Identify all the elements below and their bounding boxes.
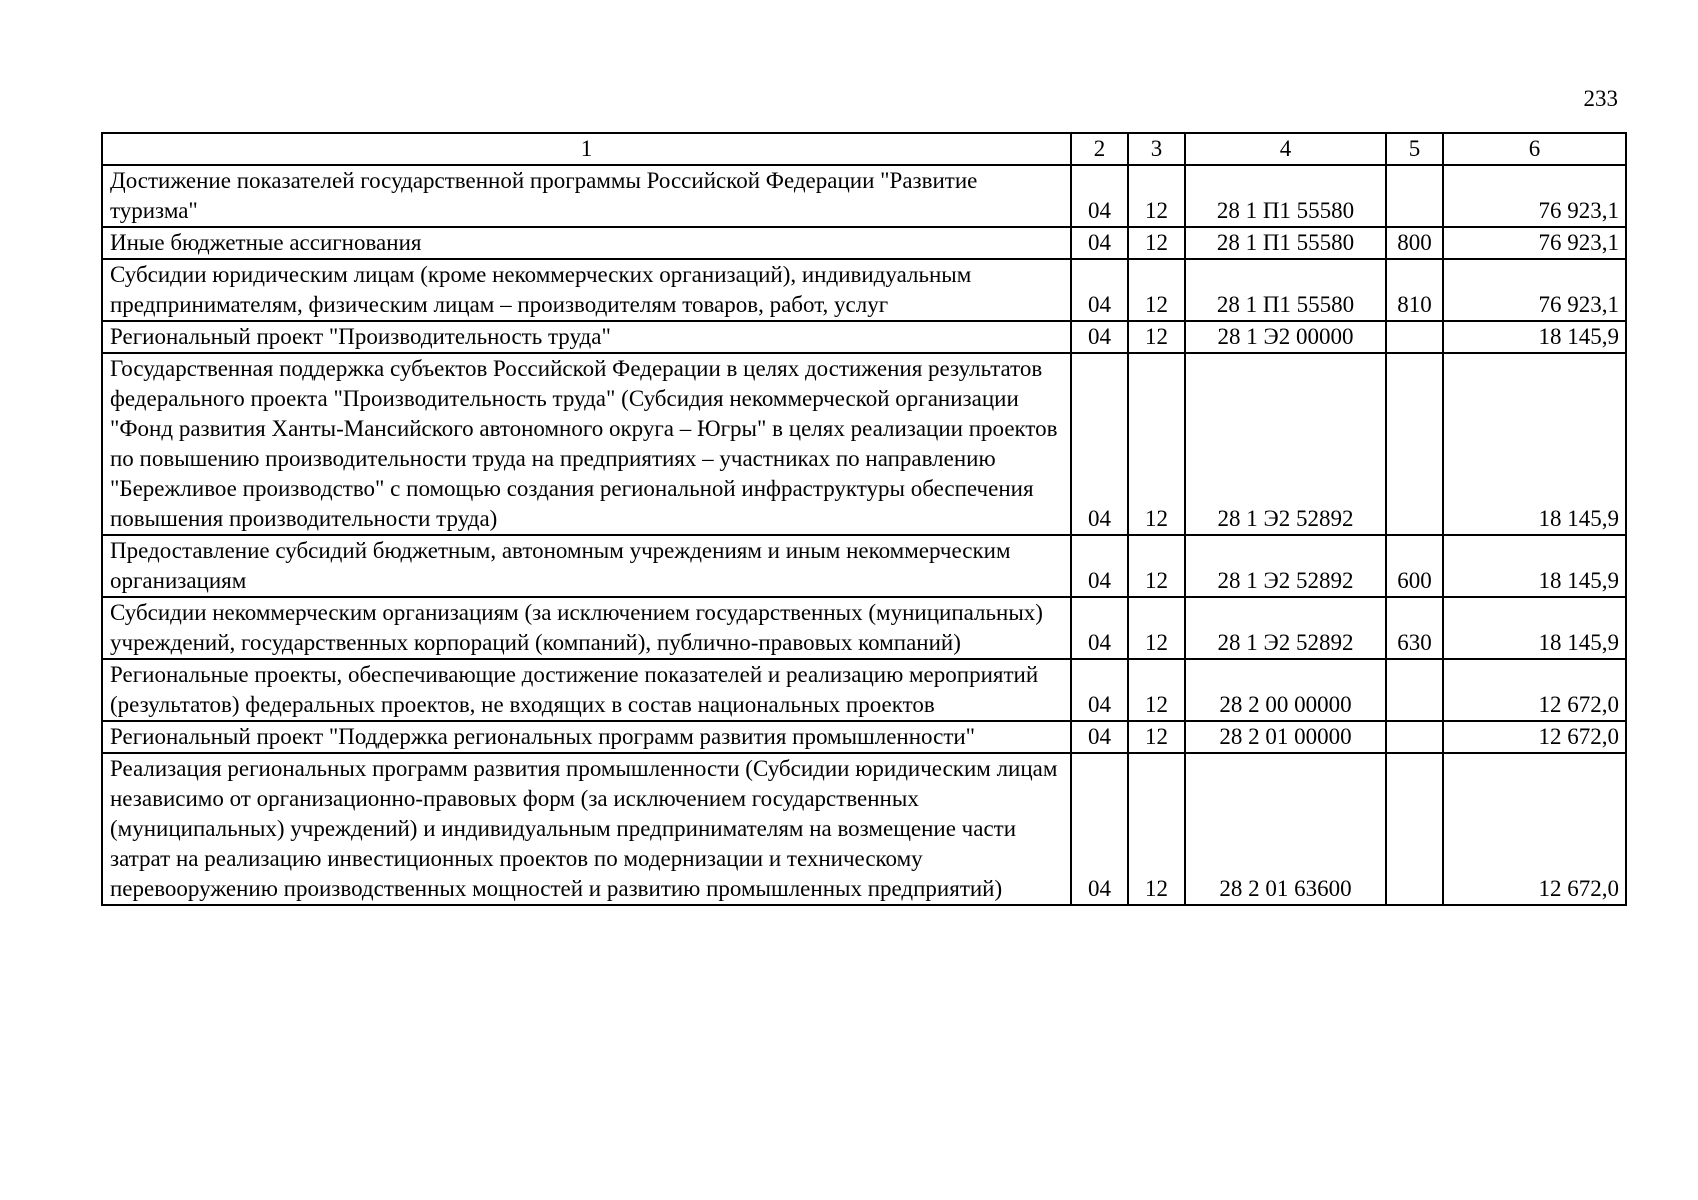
row-expense-type-cell [1386,721,1443,753]
row-section-cell: 04 [1071,259,1128,321]
table-row [102,353,1626,535]
row-amount-cell: 76 923,1 [1443,259,1626,321]
row-target-article-cell: 28 2 01 63600 [1185,753,1386,905]
row-section-cell: 04 [1071,753,1128,905]
row-amount-cell: 12 672,0 [1443,721,1626,753]
row-amount-cell: 18 145,9 [1443,353,1626,535]
row-section-cell: 04 [1071,353,1128,535]
row-subsection-cell: 12 [1128,535,1185,597]
row-amount-cell: 18 145,9 [1443,321,1626,353]
row-subsection-cell: 12 [1128,753,1185,905]
row-expense-type-cell [1386,353,1443,535]
budget-table [101,132,1627,906]
row-subsection-cell: 12 [1128,353,1185,535]
row-section-cell: 04 [1071,597,1128,659]
row-expense-type-cell [1386,321,1443,353]
column-header-amount: 6 [1443,133,1626,165]
row-expense-type-cell: 800 [1386,227,1443,259]
row-target-article-cell: 28 1 Э2 00000 [1185,321,1386,353]
column-header-name: 1 [102,133,1071,165]
row-target-article-cell: 28 2 01 00000 [1185,721,1386,753]
row-name-cell: Реализация региональных программ развития промышленности (Субсидии юридическим лицам независимо от организационно-правовых форм (за исключением государственных (муниципальных) учреждений) и индивидуальным предпринимателям на возмещение части затрат на реализацию инвестиционных проектов по модернизации и техническому перевооружению производственных мощностей и развитию промышленных предприятий) [102,753,1071,905]
row-section-cell: 04 [1071,165,1128,227]
row-expense-type-cell [1386,659,1443,721]
row-amount-cell: 76 923,1 [1443,165,1626,227]
page-number: 233 [1583,86,1618,111]
row-target-article-cell: 28 1 П1 55580 [1185,165,1386,227]
row-amount-cell: 18 145,9 [1443,597,1626,659]
header-row [102,133,1626,165]
row-subsection-cell: 12 [1128,259,1185,321]
row-section-cell: 04 [1071,721,1128,753]
row-name-cell: Субсидии юридическим лицам (кроме некоммерческих организаций), индивидуальным предпринимателям, физическим лицам – производителям товаров, работ, услуг [102,259,1071,321]
row-target-article-cell: 28 1 Э2 52892 [1185,353,1386,535]
row-section-cell: 04 [1071,659,1128,721]
row-name-cell: Государственная поддержка субъектов Российской Федерации в целях достижения результатов федерального проекта "Производительность труда" (Субсидия некоммерческой организации "Фонд развития Ханты-Мансийского автономного округа – Югры" в целях реализации проектов по повышению производительности труда на предприятиях – участниках по направлению "Бережливое производство" с помощью создания региональной инфраструктуры обеспечения повышения производительности труда) [102,353,1071,535]
table-row [102,535,1626,597]
table-row [102,659,1626,721]
row-subsection-cell: 12 [1128,227,1185,259]
row-expense-type-cell [1386,753,1443,905]
table-row [102,227,1626,259]
column-header-expense-type: 5 [1386,133,1443,165]
row-name-cell: Предоставление субсидий бюджетным, автономным учреждениям и иным некоммерческим организациям [102,535,1071,597]
row-subsection-cell: 12 [1128,165,1185,227]
table-row [102,165,1626,227]
row-subsection-cell: 12 [1128,659,1185,721]
row-amount-cell: 18 145,9 [1443,535,1626,597]
row-amount-cell: 76 923,1 [1443,227,1626,259]
table-row [102,753,1626,905]
column-header-target-article: 4 [1185,133,1386,165]
row-amount-cell: 12 672,0 [1443,753,1626,905]
table-row [102,259,1626,321]
row-expense-type-cell: 600 [1386,535,1443,597]
column-header-subsection: 3 [1128,133,1185,165]
row-amount-cell: 12 672,0 [1443,659,1626,721]
row-expense-type-cell: 630 [1386,597,1443,659]
row-name-cell: Субсидии некоммерческим организациям (за исключением государственных (муниципальных) учреждений, государственных корпораций (компаний), публично-правовых компаний) [102,597,1071,659]
table-row [102,321,1626,353]
column-header-section: 2 [1071,133,1128,165]
row-section-cell: 04 [1071,321,1128,353]
row-name-cell: Иные бюджетные ассигнования [102,227,1071,259]
row-section-cell: 04 [1071,227,1128,259]
row-name-cell: Региональные проекты, обеспечивающие достижение показателей и реализацию мероприятий (результатов) федеральных проектов, не входящих в состав национальных проектов [102,659,1071,721]
row-name-cell: Региональный проект "Производительность труда" [102,321,1071,353]
row-subsection-cell: 12 [1128,321,1185,353]
row-section-cell: 04 [1071,535,1128,597]
row-name-cell: Региональный проект "Поддержка региональных программ развития промышленности" [102,721,1071,753]
row-target-article-cell: 28 2 00 00000 [1185,659,1386,721]
row-subsection-cell: 12 [1128,597,1185,659]
row-expense-type-cell [1386,165,1443,227]
row-target-article-cell: 28 1 Э2 52892 [1185,597,1386,659]
row-target-article-cell: 28 1 П1 55580 [1185,227,1386,259]
row-name-cell: Достижение показателей государственной программы Российской Федерации "Развитие туризма" [102,165,1071,227]
table-row [102,721,1626,753]
row-target-article-cell: 28 1 П1 55580 [1185,259,1386,321]
table-row [102,597,1626,659]
row-target-article-cell: 28 1 Э2 52892 [1185,535,1386,597]
row-subsection-cell: 12 [1128,721,1185,753]
row-expense-type-cell: 810 [1386,259,1443,321]
